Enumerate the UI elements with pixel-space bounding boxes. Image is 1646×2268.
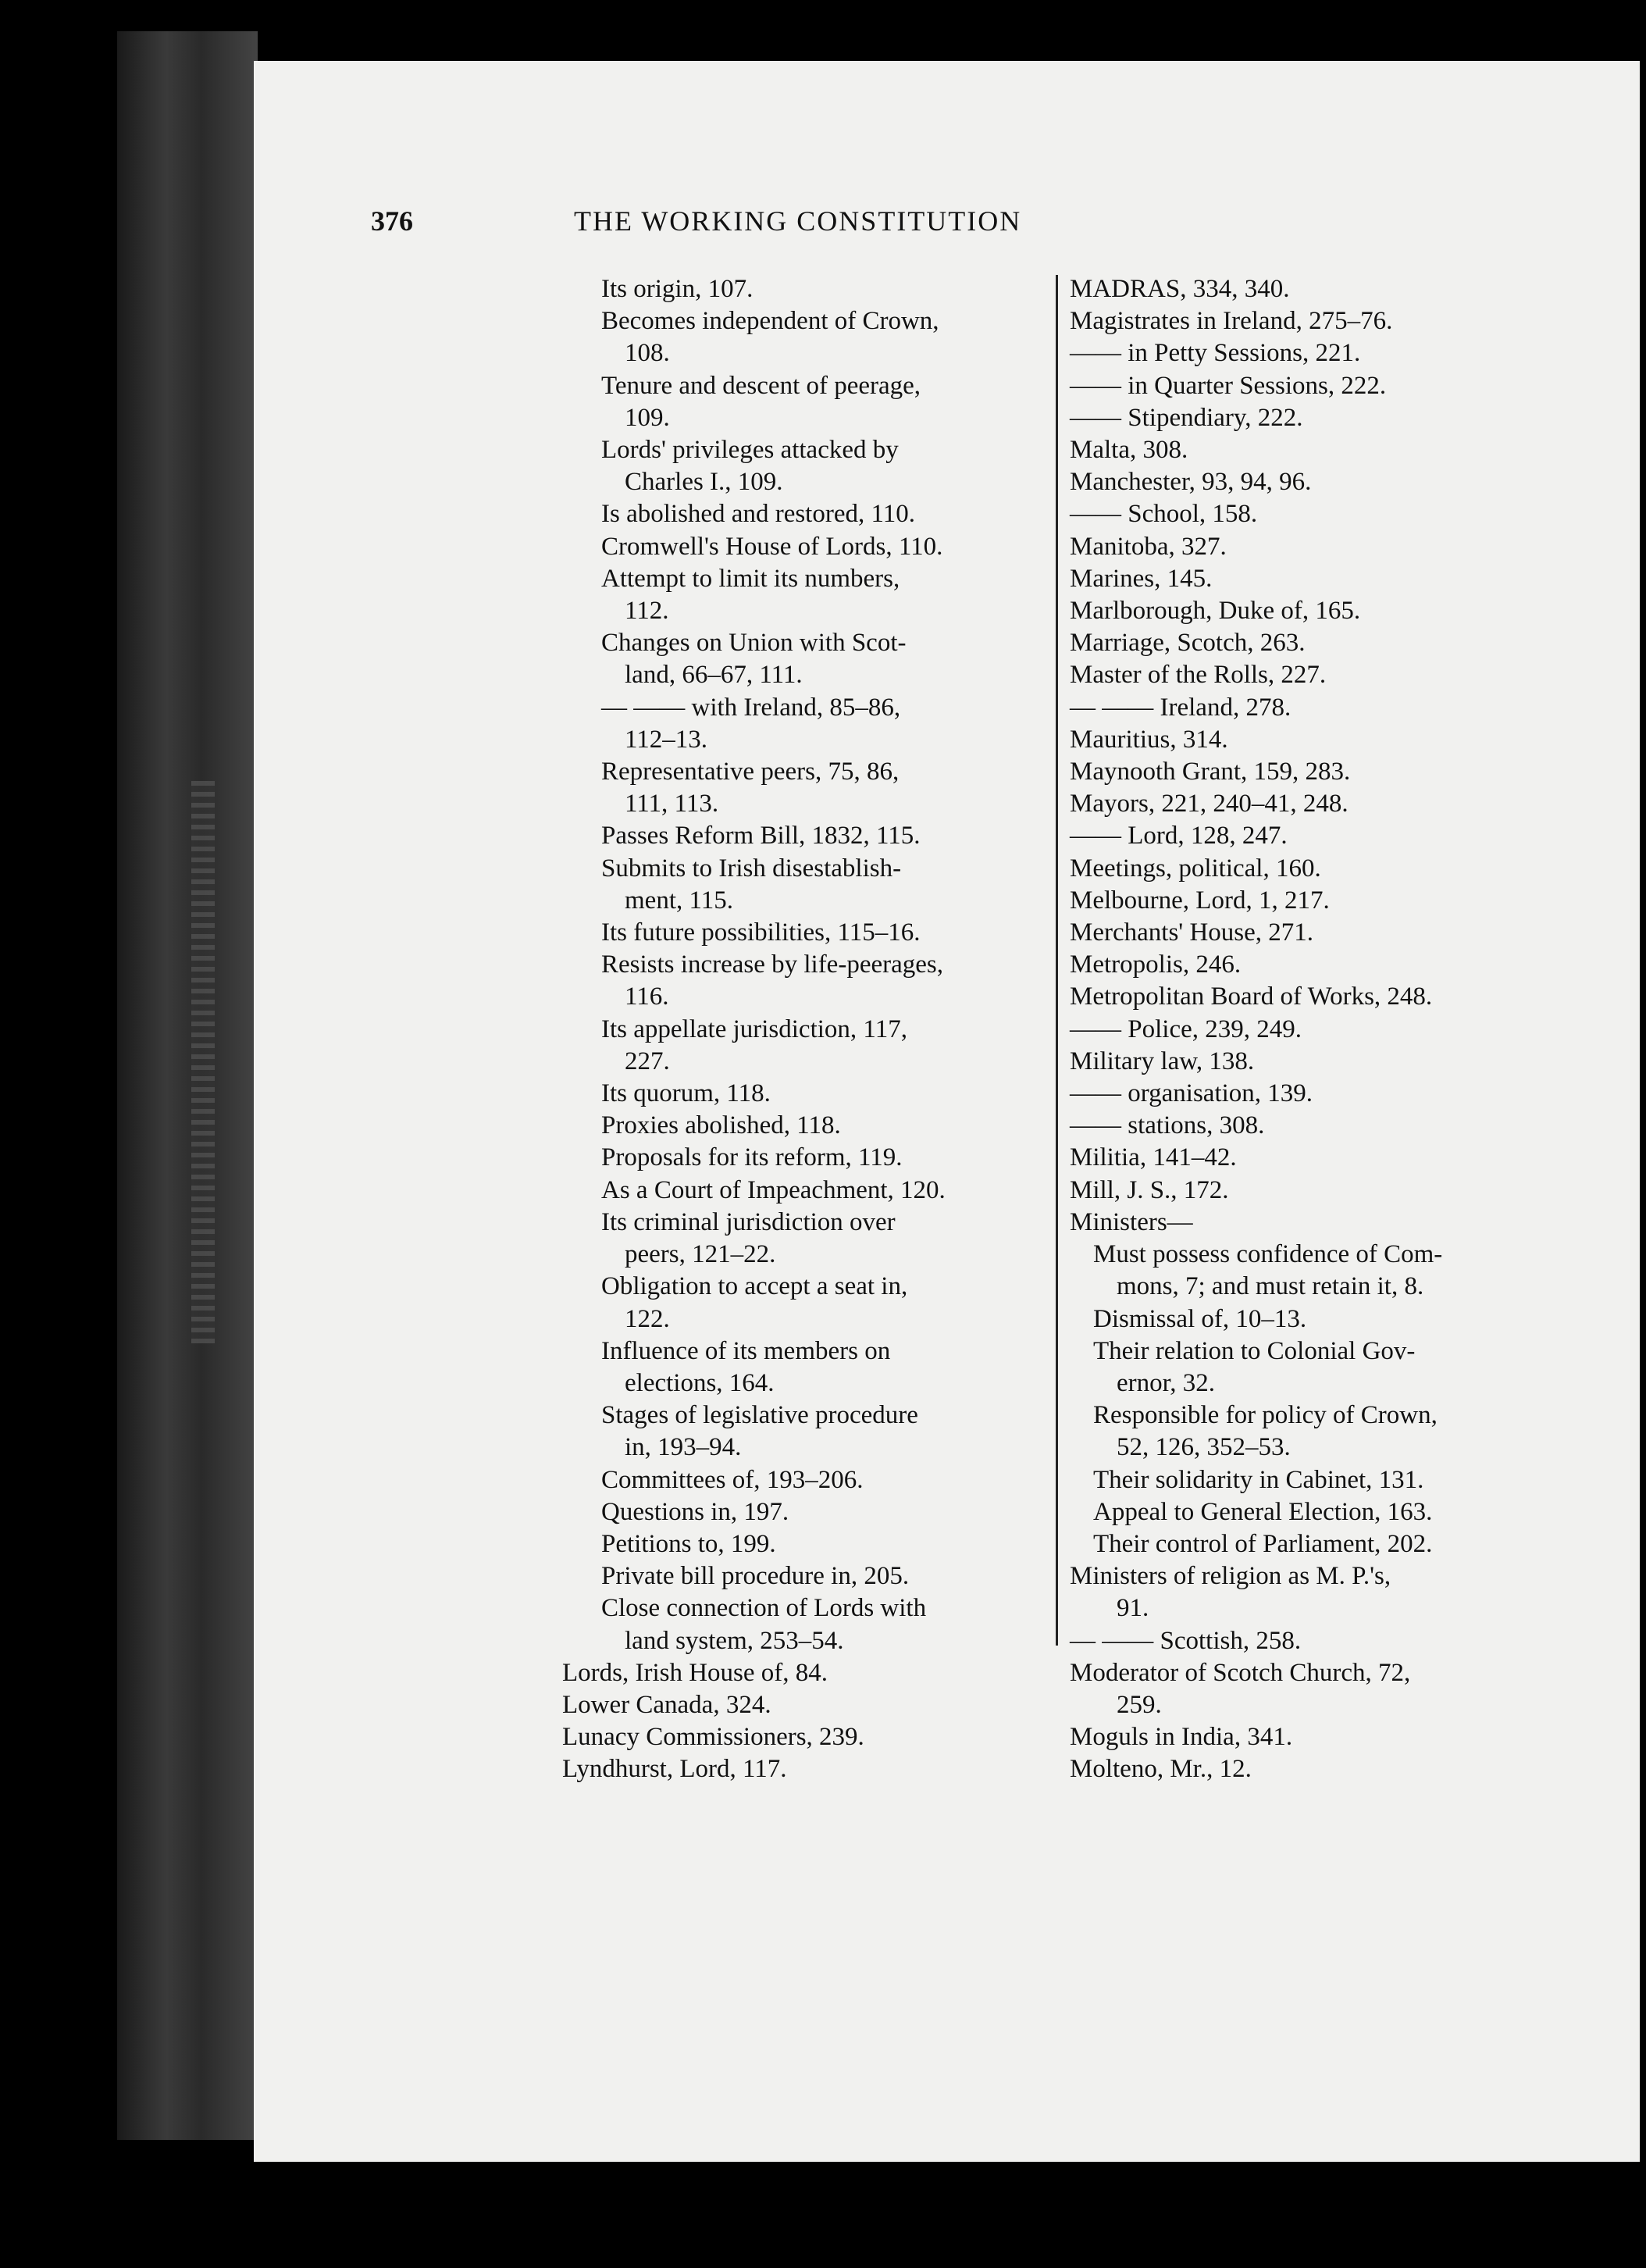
index-entry: Becomes independent of Crown, bbox=[601, 307, 939, 336]
index-entry: Their control of Parliament, 202. bbox=[1093, 1529, 1433, 1558]
index-entry: Submits to Irish disestablish- bbox=[601, 854, 902, 883]
index-entry: Private bill procedure in, 205. bbox=[601, 1562, 910, 1591]
index-entry: land system, 253–54. bbox=[625, 1626, 844, 1655]
index-entry: Influence of its members on bbox=[601, 1336, 891, 1365]
index-entry: Lower Canada, 324. bbox=[562, 1690, 771, 1719]
index-entry: —— organisation, 139. bbox=[1070, 1079, 1313, 1108]
index-entry: 52, 126, 352–53. bbox=[1117, 1433, 1291, 1462]
index-entry: Close connection of Lords with bbox=[601, 1594, 927, 1623]
index-entry: Lunacy Commissioners, 239. bbox=[562, 1723, 864, 1752]
index-entry: — —— Scottish, 258. bbox=[1070, 1626, 1302, 1655]
index-entry: Tenure and descent of peerage, bbox=[601, 371, 921, 400]
index-entry: —— Lord, 128, 247. bbox=[1070, 822, 1288, 850]
index-column-right bbox=[1070, 273, 1507, 1786]
index-entry: Proxies abolished, 118. bbox=[601, 1111, 841, 1140]
index-entry: Questions in, 197. bbox=[601, 1497, 789, 1526]
index-entry: land, 66–67, 111. bbox=[625, 661, 803, 690]
index-entry: Responsible for policy of Crown, bbox=[1093, 1401, 1438, 1430]
index-entry: Master of the Rolls, 227. bbox=[1070, 661, 1327, 690]
index-entry: Their solidarity in Cabinet, 131. bbox=[1093, 1465, 1424, 1494]
index-entry: Its appellate jurisdiction, 117, bbox=[601, 1015, 907, 1043]
index-entry: Petitions to, 199. bbox=[601, 1529, 776, 1558]
index-entry: Its quorum, 118. bbox=[601, 1079, 771, 1108]
index-entry: Appeal to General Election, 163. bbox=[1093, 1497, 1433, 1526]
index-entry: 227. bbox=[625, 1047, 670, 1075]
index-entry: Lords' privileges attacked by bbox=[601, 436, 899, 465]
column-divider bbox=[1056, 275, 1058, 1646]
index-entry: Manchester, 93, 94, 96. bbox=[1070, 468, 1312, 497]
index-entry: Merchants' House, 271. bbox=[1070, 918, 1314, 947]
index-entry: As a Court of Impeachment, 120. bbox=[601, 1175, 946, 1204]
index-entry: —— in Petty Sessions, 221. bbox=[1070, 339, 1361, 368]
index-entry: 108. bbox=[625, 339, 670, 368]
index-entry: Resists increase by life-peerages, bbox=[601, 950, 943, 979]
index-entry: Metropolitan Board of Works, 248. bbox=[1070, 982, 1433, 1011]
index-entry: Meetings, political, 160. bbox=[1070, 854, 1321, 883]
page-header bbox=[371, 205, 1324, 251]
index-entry: 116. bbox=[625, 982, 669, 1011]
index-entry: 109. bbox=[625, 403, 670, 432]
index-entry: —— stations, 308. bbox=[1070, 1111, 1265, 1140]
index-entry: Cromwell's House of Lords, 110. bbox=[601, 532, 943, 561]
index-entry: Its origin, 107. bbox=[601, 275, 754, 303]
index-entry: Ministers— bbox=[1070, 1207, 1193, 1236]
index-entry: Marines, 145. bbox=[1070, 564, 1213, 593]
index-entry: — —— with Ireland, 85–86, bbox=[601, 693, 901, 722]
running-title: THE WORKING CONSTITUTION bbox=[574, 205, 1022, 237]
index-entry: Malta, 308. bbox=[1070, 436, 1188, 465]
index-entry: Mill, J. S., 172. bbox=[1070, 1175, 1229, 1204]
index-entry: —— in Quarter Sessions, 222. bbox=[1070, 371, 1387, 400]
index-entry: —— Stipendiary, 222. bbox=[1070, 403, 1303, 432]
index-entry: Militia, 141–42. bbox=[1070, 1143, 1237, 1172]
index-entry: Must possess confidence of Com- bbox=[1093, 1240, 1443, 1269]
index-entry: Obligation to accept a seat in, bbox=[601, 1272, 908, 1301]
index-entry: — —— Ireland, 278. bbox=[1070, 693, 1292, 722]
index-entry: —— School, 158. bbox=[1070, 500, 1258, 529]
index-entry: Metropolis, 246. bbox=[1070, 950, 1242, 979]
index-entry: Melbourne, Lord, 1, 217. bbox=[1070, 886, 1330, 915]
index-entry: Representative peers, 75, 86, bbox=[601, 758, 900, 786]
index-entry: ernor, 32. bbox=[1117, 1368, 1216, 1397]
index-entry: Committees of, 193–206. bbox=[601, 1465, 864, 1494]
index-entry: Molteno, Mr., 12. bbox=[1070, 1755, 1252, 1784]
index-entry: Mauritius, 314. bbox=[1070, 725, 1228, 754]
index-entry: Their relation to Colonial Gov- bbox=[1093, 1336, 1416, 1365]
index-entry: Manitoba, 327. bbox=[1070, 532, 1227, 561]
page-number: 376 bbox=[371, 205, 413, 237]
index-entry: Proposals for its reform, 119. bbox=[601, 1143, 903, 1172]
index-entry: Military law, 138. bbox=[1070, 1047, 1255, 1075]
index-entry: 112–13. bbox=[625, 725, 708, 754]
index-entry: Moguls in India, 341. bbox=[1070, 1723, 1293, 1752]
index-entry: Mayors, 221, 240–41, 248. bbox=[1070, 790, 1349, 818]
index-entry: Changes on Union with Scot- bbox=[601, 629, 907, 658]
index-entry: Attempt to limit its numbers, bbox=[601, 564, 900, 593]
index-entry: Passes Reform Bill, 1832, 115. bbox=[601, 822, 921, 850]
index-entry: Ministers of religion as M. P.'s, bbox=[1070, 1562, 1391, 1591]
index-entry: Lyndhurst, Lord, 117. bbox=[562, 1755, 787, 1784]
index-column-left bbox=[562, 273, 1046, 1786]
index-entry: 259. bbox=[1117, 1690, 1162, 1719]
index-entry: MADRAS, 334, 340. bbox=[1070, 275, 1290, 303]
index-entry: Marlborough, Duke of, 165. bbox=[1070, 597, 1361, 626]
index-entry: 112. bbox=[625, 597, 669, 626]
index-entry: 111, 113. bbox=[625, 790, 719, 818]
index-entry: Its criminal jurisdiction over bbox=[601, 1207, 896, 1236]
index-entry: Moderator of Scotch Church, 72, bbox=[1070, 1658, 1411, 1687]
index-entry: Maynooth Grant, 159, 283. bbox=[1070, 758, 1351, 786]
index-entry: ment, 115. bbox=[625, 886, 734, 915]
index-entry: 91. bbox=[1117, 1594, 1149, 1623]
index-entry: Charles I., 109. bbox=[625, 468, 783, 497]
index-entry: Stages of legislative procedure bbox=[601, 1401, 918, 1430]
index-entry: mons, 7; and must retain it, 8. bbox=[1117, 1272, 1424, 1301]
book-spine bbox=[117, 31, 258, 2140]
index-entry: 122. bbox=[625, 1304, 670, 1333]
index-entry: —— Police, 239, 249. bbox=[1070, 1015, 1302, 1043]
spine-label bbox=[191, 781, 215, 1343]
index-entry: Is abolished and restored, 110. bbox=[601, 500, 916, 529]
index-entry: peers, 121–22. bbox=[625, 1240, 776, 1269]
index-entry: in, 193–94. bbox=[625, 1433, 742, 1462]
index-entry: Magistrates in Ireland, 275–76. bbox=[1070, 307, 1393, 336]
index-entry: Lords, Irish House of, 84. bbox=[562, 1658, 828, 1687]
index-entry: Marriage, Scotch, 263. bbox=[1070, 629, 1306, 658]
index-entry: elections, 164. bbox=[625, 1368, 775, 1397]
index-entry: Dismissal of, 10–13. bbox=[1093, 1304, 1307, 1333]
index-entry: Its future possibilities, 115–16. bbox=[601, 918, 921, 947]
